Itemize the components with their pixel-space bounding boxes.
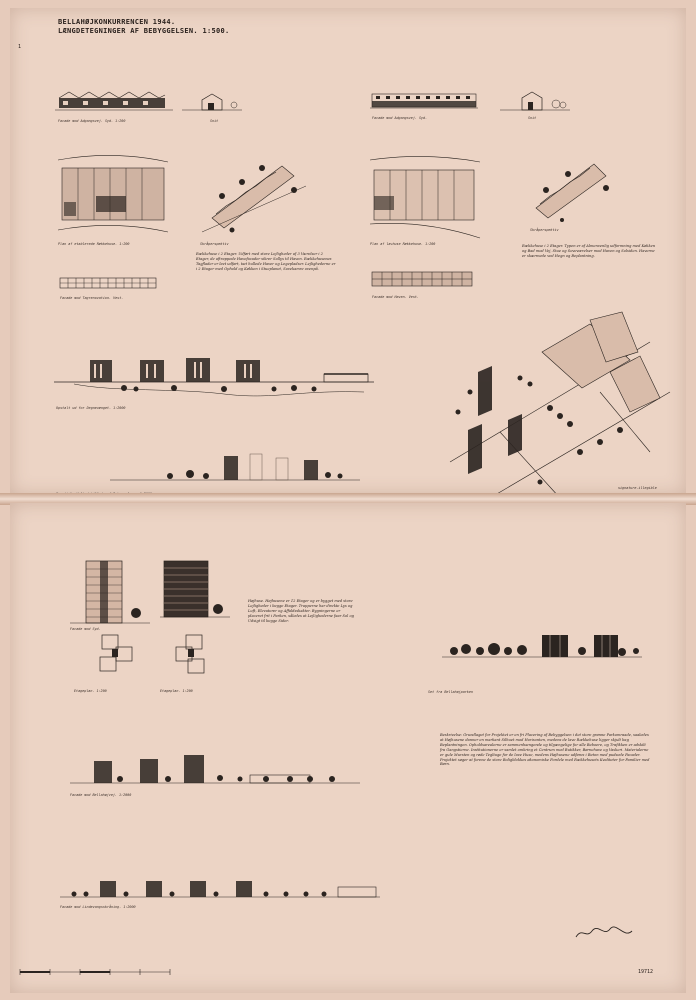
row-house-facade-drawing (55, 90, 173, 112)
elevation-park-drawing (442, 627, 642, 661)
archive-stamp: 19712 (638, 969, 654, 975)
elevation-bellahojvej-drawing (70, 751, 360, 787)
sheet-title: BELLAHØJKONKURRENCEN 1944. (58, 18, 176, 26)
caption-11: Opstalt ud for Degnevænget. 1:2000 (56, 406, 126, 410)
architect-signature (574, 925, 634, 941)
corner-mark: 1 (18, 44, 22, 50)
caption-6: Skråperspektiv (200, 242, 229, 246)
note-row-houses-2: Rækkehuse i 2 Etager. Typen er af Almenvenlig udformning med Køkken og Bad mod Vej, Stue og Soveværelser mod Haven og Solsiden. Haverne er skærmede ved Hegn og Beplantning. (522, 244, 656, 258)
section-drawing-2 (500, 90, 570, 112)
elevation-degnevaenget-drawing (54, 348, 374, 398)
caption-2: Snit (210, 119, 219, 123)
site-perspective-drawing (450, 312, 670, 498)
skewed-perspective-drawing (202, 156, 312, 236)
caption-18: Facade mod Lindevangsskråning. 1:2000 (60, 905, 136, 909)
floor-plan-drawing-2 (170, 631, 212, 675)
note-row-houses-1: Rækkehuse i 2 Etager. Udført med store Lejligheder af 3 Værelser i 2 Etager, de aftrappede Havefacader sikrer Sollys til Haven. Rækkehusenes Tagflader er lavt udført, tæt hullede Haver og Legepladser. Lejlighederne er i 2 Etager med Ophold og Køkken i Stueplanet, Sovekamre ovenpå. (196, 252, 336, 271)
facade-drawing-garden (372, 270, 472, 288)
sheet-subtitle: LÆNGDETEGNINGER AF BEBYGGELSEN. 1:500. (58, 27, 230, 35)
tower-facade-drawing-1 (70, 561, 150, 627)
floor-plan-drawing-1 (96, 631, 138, 675)
caption-14: Etageplan. 1:200 (74, 689, 107, 693)
signature-mark-top: signature-illegible (618, 486, 657, 490)
caption-3: Facade mod Adgangsvej. Syd. (372, 116, 428, 120)
elevation-lindevang-drawing (60, 871, 380, 901)
skewed-perspective-drawing-2 (528, 154, 618, 224)
caption-7: Plan af lavhuse Rækkehuse. 1:200 (370, 242, 436, 246)
caption-8: Skråperspektiv (530, 228, 559, 232)
lower-sheet-panel (10, 503, 686, 993)
caption-15: Etageplan. 1:200 (160, 689, 193, 693)
row-house-facade-drawing-2 (370, 88, 478, 110)
note-towers: Højhuse. Højhusene er 12 Etager og er bygget med store Lejligheder i begge Etager. Trapperne har direkte Lys og Luft, Elevatorer og Affaldsskakter. Bygningerne er placeret frit i Parken, således at Lejlighederne faar Sol og Udsigt til begge Sider. (248, 599, 354, 623)
scale-bar (20, 967, 170, 977)
caption-16: Set fra Bellahøjparken (428, 690, 473, 694)
caption-17: Facade mod Bellahøjvej. 1:2000 (70, 793, 132, 797)
tower-facade-drawing-2 (160, 561, 230, 621)
description-text: Beskrivelse: Grundlaget for Projektet er en fri Placering af Bebyggelsen i det store grønne Parkomraade, saaledes at Højhusene danner en markant Silhuet mod Horisonten, medens de lave Rækkehuse ligger skjult bag Beplantningen. Opholdsarealerne er sammenhængende og tilgængelige for alle Beboere, og Trafikken er adskilt fra Gangstierne. Institutionerne er samlet omkring et Centrum med Butikker, Børnehave og Vaskeri. Materialerne er gule Mursten og røde Tegltage for de lave Huse, medens Højhusene udføres i Beton med pudsede Facader. Projektet søger at forene de store Boligblokkes økonomiske Fordele med Rækkehusets Kvaliteter for Familier med Børn. (440, 733, 650, 767)
upper-sheet-panel (10, 8, 686, 495)
caption-9: Facade mod Tagrenovation. Vest. (60, 296, 124, 300)
row-house-plan-drawing (58, 150, 168, 238)
section-drawing-1 (182, 92, 242, 112)
low-house-plan-drawing (370, 154, 480, 242)
elevation-future-drawing (110, 450, 360, 486)
caption-4: Snit (528, 116, 537, 120)
caption-10: Facade mod Haven. Vest. (372, 295, 419, 299)
caption-1: Facade mod Adgangsvej. Syd. 1:200 (58, 119, 126, 123)
caption-5: Plan af etablerede Rækkehuse. 1:200 (58, 242, 130, 246)
caption-13: Facade mod Syd. (70, 627, 101, 631)
facade-drawing-west (60, 276, 156, 290)
